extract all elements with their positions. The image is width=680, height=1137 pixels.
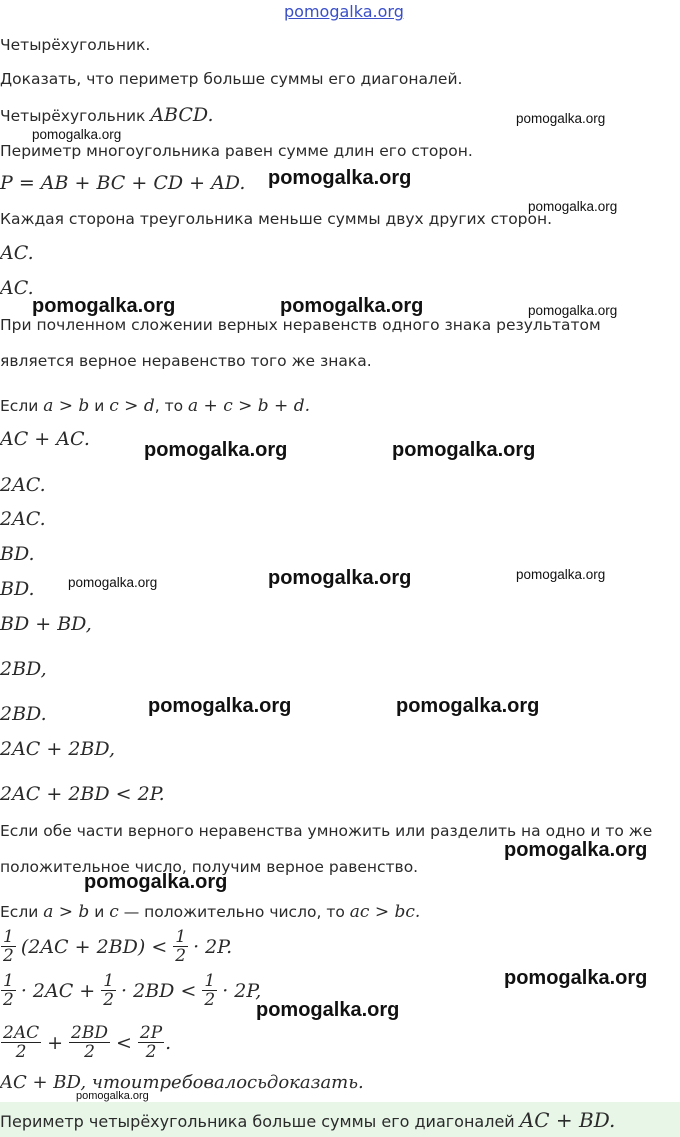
triangle-inequality-text: Каждая сторона треугольника меньше суммы двух других сторон. [0, 210, 553, 228]
then-word: , то [154, 397, 189, 415]
multiplication-rule-example [0, 902, 420, 922]
addition-rule-text-1: При почленном сложении верных неравенств одного знака результатом [0, 316, 601, 334]
fraction-line-27 [0, 1024, 171, 1061]
mult-example-math-2: c [109, 902, 119, 922]
and-word-2: и [89, 903, 110, 921]
watermark: pomogalka.org [256, 999, 400, 1021]
watermark: pomogalka.org [268, 567, 412, 589]
answer-line [0, 1108, 615, 1132]
fraction: $\frac{1}{2}$ [175, 927, 187, 966]
addition-rule-text-2: является верное неравенство того же знака. [0, 352, 372, 370]
expression: (2AC + 2BD) < [20, 935, 168, 958]
fraction-line-26 [0, 972, 261, 1009]
answer-text: Периметр четырёхугольника больше суммы его диагоналей [0, 1112, 520, 1131]
watermark: pomogalka.org [516, 111, 606, 126]
math-line-7: AC. [0, 242, 34, 264]
math-line-17: BD + BD, [0, 613, 92, 635]
expression: · 2AC + [20, 979, 96, 1002]
heading-quadrilateral: Четырёхугольник. [0, 36, 151, 54]
watermark: pomogalka.org [32, 127, 122, 142]
watermark: pomogalka.org [84, 871, 228, 893]
fraction: $\frac{1}{2}$ [103, 971, 115, 1010]
example-math-3: a + c > b + d. [188, 396, 310, 416]
conclusion-math: AC + BD, чтоитребовалосьдоказать. [0, 1072, 364, 1093]
fraction: $\frac{1}{2}$ [3, 927, 14, 966]
math-line-12: AC + AC. [0, 428, 90, 450]
math-line-19: 2BD. [0, 703, 47, 725]
top-watermark-link[interactable]: pomogalka.org [284, 2, 404, 21]
given-line [0, 104, 214, 126]
expression: . [165, 1031, 172, 1054]
example-math-2: c > d [109, 396, 155, 416]
watermark: pomogalka.org [528, 199, 618, 214]
multiplication-rule-text-2: положительное число, получим верное равенство. [0, 858, 419, 876]
given-text: Четырёхугольник [0, 107, 151, 125]
watermark: pomogalka.org [504, 967, 648, 989]
expression: · 2P, [222, 979, 262, 1002]
positive-number-text: — положительно число, то [118, 903, 350, 921]
math-line-8: AC. [0, 277, 34, 299]
watermark: pomogalka.org [268, 167, 412, 189]
watermark: pomogalka.org [68, 575, 158, 590]
if-word-2: Если [0, 903, 44, 921]
math-line-18: 2BD, [0, 658, 47, 680]
fraction-line-25 [0, 928, 232, 965]
mult-example-math-1: a > b [43, 902, 90, 922]
watermark: pomogalka.org [528, 303, 618, 318]
example-math-1: a > b [43, 396, 90, 416]
math-line-13: 2AC. [0, 474, 46, 496]
watermark: pomogalka.org [504, 839, 648, 861]
expression: · 2BD < [121, 979, 197, 1002]
math-line-15: BD. [0, 543, 35, 565]
math-line-14: 2AC. [0, 508, 46, 530]
fraction: $\frac{1}{2}$ [3, 971, 14, 1010]
if-word: Если [0, 397, 44, 415]
fraction: $\frac{2AC}{2}$ [3, 1023, 40, 1062]
watermark: pomogalka.org [392, 439, 536, 461]
mult-example-math-3: ac > bc. [349, 902, 421, 922]
expression: · 2P. [193, 935, 233, 958]
math-line-20: 2AC + 2BD, [0, 738, 115, 760]
watermark: pomogalka.org [148, 695, 292, 717]
answer-box [0, 1102, 680, 1137]
less-than-sign: < [115, 1031, 132, 1054]
watermark: pomogalka.org [280, 295, 424, 317]
given-math: ABCD. [150, 104, 214, 126]
watermark: pomogalka.org [396, 695, 540, 717]
watermark: pomogalka.org [32, 295, 176, 317]
perimeter-formula: P = AB + BC + CD + AD. [0, 172, 246, 194]
fraction: $\frac{2BD}{2}$ [71, 1023, 108, 1062]
plus-sign: + [47, 1031, 64, 1054]
addition-rule-example [0, 396, 310, 416]
math-line-16: BD. [0, 578, 35, 600]
multiplication-rule-text-1: Если обе части верного неравенства умножить или разделить на одно и то же [0, 822, 653, 840]
perimeter-definition: Периметр многоугольника равен сумме длин его сторон. [0, 142, 473, 160]
math-line-21: 2AC + 2BD < 2P. [0, 783, 165, 805]
watermark: pomogalka.org [516, 567, 606, 582]
and-word: и [89, 397, 110, 415]
task-statement: Доказать, что периметр больше суммы его диагоналей. [0, 70, 463, 88]
answer-math: AC + BD. [519, 1108, 616, 1132]
watermark: pomogalka.org [76, 1090, 149, 1102]
fraction: $\frac{2P}{2}$ [139, 1023, 163, 1062]
watermark: pomogalka.org [144, 439, 288, 461]
fraction: $\frac{1}{2}$ [204, 971, 216, 1010]
